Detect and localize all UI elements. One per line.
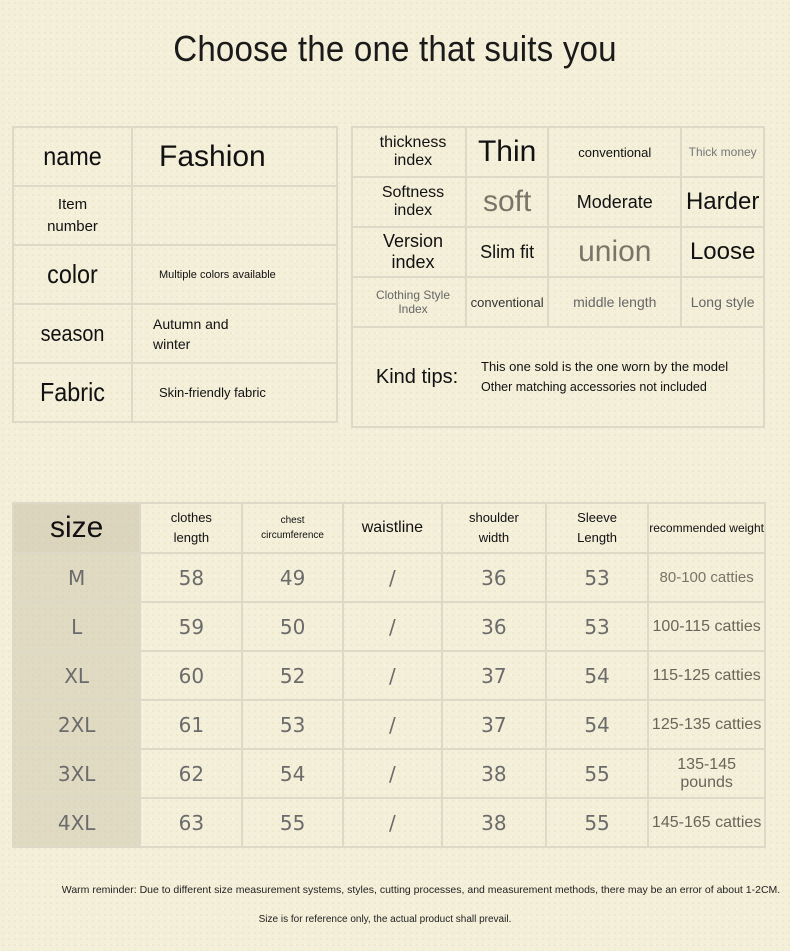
size-value-chest: 53 bbox=[279, 712, 306, 737]
version-option-slim: Slim fit bbox=[480, 241, 535, 262]
season-value-cell bbox=[132, 304, 337, 363]
size-cell-sleeve bbox=[546, 749, 648, 798]
size-value-chest: 52 bbox=[279, 663, 306, 688]
size-value-weight: 145-165 catties bbox=[651, 813, 762, 831]
color-value: Multiple colors available bbox=[159, 268, 276, 281]
size-cell-waist bbox=[343, 651, 442, 700]
fabric-value-cell bbox=[132, 363, 337, 422]
size-cell-size bbox=[13, 553, 140, 602]
size-cell-chest bbox=[242, 798, 342, 847]
index-row-version bbox=[352, 227, 764, 277]
info-row-color bbox=[13, 245, 337, 304]
thickness-option-1 bbox=[466, 127, 548, 177]
size-value-shoulder: 38 bbox=[481, 810, 507, 835]
thickness-label: thickness index bbox=[379, 134, 447, 169]
size-cell-shoulder bbox=[442, 602, 546, 651]
size-cell-shoulder bbox=[442, 553, 546, 602]
softness-option-1 bbox=[466, 177, 548, 227]
style-option-3 bbox=[681, 277, 764, 327]
size-value-length: 63 bbox=[178, 810, 205, 835]
size-cell-shoulder bbox=[442, 700, 546, 749]
size-cell-weight bbox=[648, 798, 765, 847]
size-value-size: 4XL bbox=[57, 810, 96, 835]
version-option-union: union bbox=[578, 235, 652, 268]
version-label-cell bbox=[352, 227, 466, 277]
size-cell-size bbox=[13, 700, 140, 749]
size-cell-sleeve bbox=[546, 651, 648, 700]
size-cell-length bbox=[140, 602, 242, 651]
name-label: name bbox=[43, 141, 102, 171]
name-value: Fashion bbox=[159, 139, 266, 173]
style-option-2 bbox=[548, 277, 681, 327]
reference-note: Size is for reference only, the actual product shall prevail. bbox=[258, 914, 512, 925]
thickness-option-2 bbox=[548, 127, 681, 177]
size-value-size: 3XL bbox=[57, 761, 96, 786]
size-value-chest: 54 bbox=[279, 761, 306, 786]
info-row-fabric bbox=[13, 363, 337, 422]
index-row-thickness bbox=[352, 127, 764, 177]
product-index-table bbox=[351, 126, 765, 428]
season-label-cell bbox=[13, 304, 132, 363]
size-chart-table bbox=[12, 502, 766, 848]
color-value-cell bbox=[132, 245, 337, 304]
size-value-shoulder: 37 bbox=[481, 712, 507, 737]
item-number-value bbox=[133, 187, 336, 244]
index-row-softness bbox=[352, 177, 764, 227]
size-cell-shoulder bbox=[442, 651, 546, 700]
header-recommended-weight: recommended weight bbox=[649, 521, 764, 535]
size-value-size: M bbox=[68, 565, 86, 590]
size-value-size: XL bbox=[64, 663, 90, 688]
thickness-label-cell bbox=[352, 127, 466, 177]
style-label-cell bbox=[352, 277, 466, 327]
header-sleeve-length: Sleeve Length bbox=[577, 510, 617, 545]
softness-option-harder: Harder bbox=[685, 188, 760, 215]
tips-label: Kind tips: bbox=[375, 365, 459, 388]
size-cell-size bbox=[13, 602, 140, 651]
size-cell-chest bbox=[242, 749, 342, 798]
size-cell-waist bbox=[343, 602, 442, 651]
size-cell-size bbox=[13, 651, 140, 700]
header-clothes-length: clothes length bbox=[170, 510, 212, 545]
softness-label: Softness index bbox=[381, 184, 445, 219]
size-cell-shoulder bbox=[442, 798, 546, 847]
tips-line-2: Other matching accessories not included bbox=[481, 380, 707, 394]
size-cell-sleeve bbox=[546, 798, 648, 847]
size-cell-length bbox=[140, 798, 242, 847]
size-value-length: 60 bbox=[178, 663, 205, 688]
page-title: Choose the one that suits you bbox=[173, 28, 617, 69]
name-value-cell bbox=[132, 127, 337, 186]
size-cell-weight bbox=[648, 700, 765, 749]
size-value-chest: 50 bbox=[279, 614, 306, 639]
thickness-option-conventional: conventional bbox=[578, 144, 652, 160]
size-value-sleeve: 54 bbox=[584, 712, 610, 737]
header-shoulder-width: shoulder width bbox=[468, 510, 519, 545]
size-cell-sleeve bbox=[546, 553, 648, 602]
size-value-shoulder: 36 bbox=[481, 565, 507, 590]
header-size-cell bbox=[13, 503, 140, 553]
season-value: Autumn and winter bbox=[153, 315, 229, 352]
size-cell-chest bbox=[242, 651, 342, 700]
size-value-length: 62 bbox=[178, 761, 205, 786]
color-label-cell bbox=[13, 245, 132, 304]
softness-option-2 bbox=[548, 177, 681, 227]
softness-label-cell bbox=[352, 177, 466, 227]
size-value-waist: / bbox=[389, 565, 396, 590]
header-chest-cell bbox=[242, 503, 342, 553]
size-cell-chest bbox=[242, 700, 342, 749]
version-label: Version index bbox=[382, 231, 444, 272]
size-value-shoulder: 37 bbox=[481, 663, 507, 688]
size-value-chest: 55 bbox=[279, 810, 306, 835]
version-option-3 bbox=[681, 227, 764, 277]
size-cell-length bbox=[140, 749, 242, 798]
name-label-cell bbox=[13, 127, 132, 186]
header-shoulder-cell bbox=[442, 503, 546, 553]
index-row-tips bbox=[352, 327, 764, 427]
size-cell-weight bbox=[648, 602, 765, 651]
size-value-size: L bbox=[71, 614, 83, 639]
size-cell-sleeve bbox=[546, 602, 648, 651]
size-value-weight: 80-100 catties bbox=[659, 569, 754, 586]
size-value-length: 59 bbox=[178, 614, 205, 639]
size-row bbox=[13, 798, 765, 847]
size-cell-sleeve bbox=[546, 700, 648, 749]
size-value-sleeve: 53 bbox=[584, 565, 610, 590]
size-value-waist: / bbox=[389, 614, 396, 639]
size-cell-weight bbox=[648, 651, 765, 700]
thickness-option-thin: Thin bbox=[477, 135, 537, 168]
size-row bbox=[13, 602, 765, 651]
index-row-style bbox=[352, 277, 764, 327]
header-waistline: waistline bbox=[361, 519, 424, 536]
softness-option-3 bbox=[681, 177, 764, 227]
size-cell-chest bbox=[242, 602, 342, 651]
size-row bbox=[13, 553, 765, 602]
size-table-body bbox=[13, 553, 765, 847]
fabric-label: Fabric bbox=[39, 377, 106, 407]
info-row-season bbox=[13, 304, 337, 363]
tips-content bbox=[353, 328, 763, 426]
size-value-shoulder: 36 bbox=[481, 614, 507, 639]
season-label: season bbox=[40, 320, 105, 346]
size-cell-weight bbox=[648, 553, 765, 602]
fabric-label-cell bbox=[13, 363, 132, 422]
size-cell-size bbox=[13, 798, 140, 847]
size-value-sleeve: 53 bbox=[584, 614, 610, 639]
tips-line-1: This one sold is the one worn by the model bbox=[481, 359, 729, 374]
size-cell-length bbox=[140, 553, 242, 602]
header-size: size bbox=[49, 511, 104, 544]
size-value-waist: / bbox=[389, 663, 396, 688]
version-option-1 bbox=[466, 227, 548, 277]
size-value-sleeve: 55 bbox=[584, 761, 610, 786]
header-waist-cell bbox=[343, 503, 442, 553]
item-number-label: Item number bbox=[47, 195, 98, 235]
tips-text bbox=[481, 356, 728, 398]
size-value-chest: 49 bbox=[279, 565, 306, 590]
size-cell-waist bbox=[343, 749, 442, 798]
softness-option-moderate: Moderate bbox=[576, 191, 653, 212]
size-value-waist: / bbox=[389, 712, 396, 737]
size-row bbox=[13, 749, 765, 798]
header-weight-cell bbox=[648, 503, 765, 553]
size-row bbox=[13, 700, 765, 749]
size-value-weight: 100-115 catties bbox=[652, 617, 761, 635]
style-option-1 bbox=[466, 277, 548, 327]
size-value-size: 2XL bbox=[57, 712, 96, 737]
size-cell-size bbox=[13, 749, 140, 798]
item-label-cell bbox=[13, 186, 132, 245]
header-length-cell bbox=[140, 503, 242, 553]
size-value-waist: / bbox=[389, 810, 396, 835]
size-value-sleeve: 55 bbox=[584, 810, 610, 835]
thickness-option-3 bbox=[681, 127, 764, 177]
size-value-sleeve: 54 bbox=[584, 663, 610, 688]
size-header-row bbox=[13, 503, 765, 553]
tips-cell bbox=[352, 327, 764, 427]
product-info-table bbox=[12, 126, 338, 423]
style-option-middle-length: middle length bbox=[573, 293, 657, 310]
size-value-length: 61 bbox=[178, 712, 205, 737]
info-row-item-number bbox=[13, 186, 337, 245]
header-sleeve-cell bbox=[546, 503, 648, 553]
style-label: Clothing Style Index bbox=[375, 288, 451, 316]
softness-option-soft: soft bbox=[482, 185, 532, 218]
size-value-weight: 135-145 pounds bbox=[677, 755, 736, 791]
version-option-2 bbox=[548, 227, 681, 277]
warm-reminder-note: Warm reminder: Due to different size measurement systems, styles, cutting processes, and measurement methods, there may be an error of about 1-2CM. bbox=[61, 884, 781, 896]
item-value-cell bbox=[132, 186, 337, 245]
info-row-name bbox=[13, 127, 337, 186]
size-cell-chest bbox=[242, 553, 342, 602]
size-value-weight: 125-135 catties bbox=[651, 715, 762, 733]
fabric-value: Skin-friendly fabric bbox=[159, 384, 266, 400]
style-option-long: Long style bbox=[690, 293, 755, 310]
size-cell-waist bbox=[343, 798, 442, 847]
version-option-loose: Loose bbox=[689, 238, 756, 265]
color-label: color bbox=[47, 259, 98, 289]
size-cell-shoulder bbox=[442, 749, 546, 798]
size-cell-waist bbox=[343, 700, 442, 749]
size-value-length: 58 bbox=[178, 565, 205, 590]
size-cell-weight bbox=[648, 749, 765, 798]
style-option-conventional: conventional bbox=[470, 294, 544, 310]
size-value-weight: 115-125 catties bbox=[652, 666, 761, 684]
size-cell-length bbox=[140, 700, 242, 749]
size-value-shoulder: 38 bbox=[481, 761, 507, 786]
size-row bbox=[13, 651, 765, 700]
size-cell-length bbox=[140, 651, 242, 700]
header-chest-circumference: chest circumference bbox=[261, 515, 324, 541]
size-cell-waist bbox=[343, 553, 442, 602]
thickness-option-thick: Thick money bbox=[688, 145, 757, 159]
size-value-waist: / bbox=[389, 761, 396, 786]
